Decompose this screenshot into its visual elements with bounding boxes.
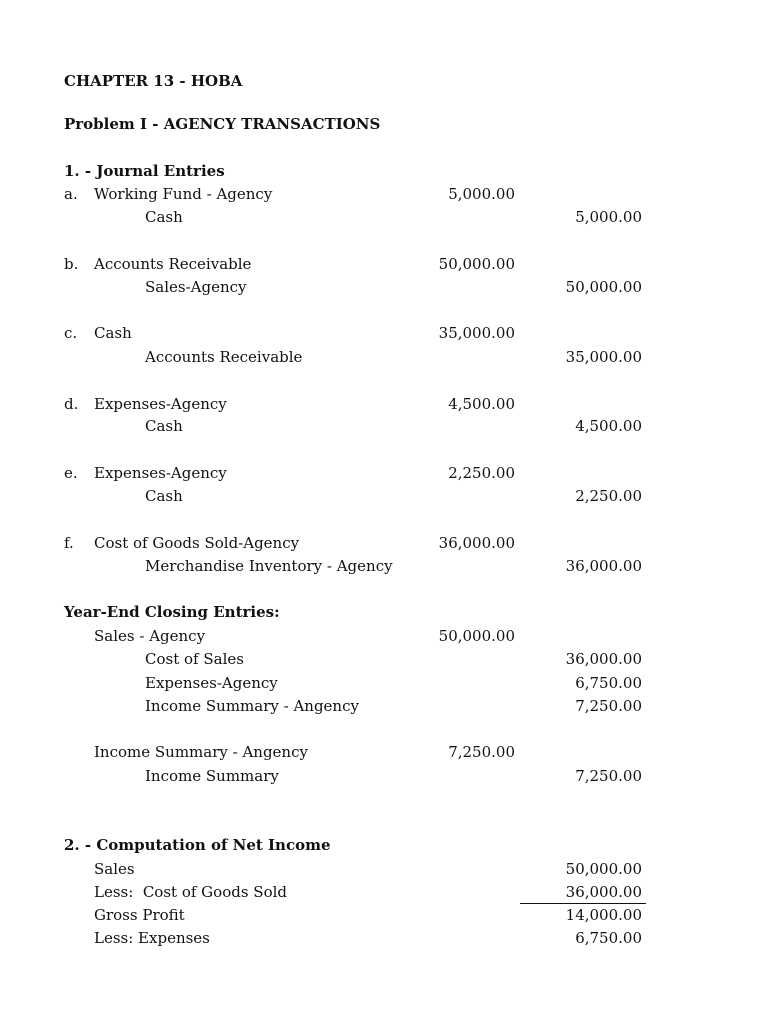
closing-entry1-credit (0, 695, 768, 718)
entry-letter: e. (64, 464, 78, 482)
closing-entry1-credit (0, 672, 768, 695)
net-income-row (0, 881, 768, 904)
credit-amount: 7,250.00 (575, 767, 642, 785)
net-income-heading: 2. - Computation of Net Income (64, 836, 331, 854)
credit-account: Accounts Receivable (145, 348, 303, 366)
row-label: Gross Profit (94, 906, 185, 924)
entry-b-debit (0, 253, 768, 276)
entry-letter: c. (64, 324, 78, 342)
debit-account: Income Summary - Angency (94, 743, 308, 761)
credit-account: Cost of Sales (145, 650, 244, 668)
debit-account: Cash (94, 324, 132, 342)
row-label: Less: Cost of Goods Sold (94, 883, 287, 901)
row-label: Sales (94, 860, 135, 878)
credit-account: Expenses-Agency (145, 674, 278, 692)
debit-amount: 36,000.00 (438, 534, 515, 552)
entry-f-debit (0, 532, 768, 555)
net-income-row (0, 858, 768, 881)
entry-letter: d. (64, 395, 79, 413)
credit-account: Cash (145, 208, 183, 226)
closing-entry1-credit (0, 648, 768, 671)
net-income-row (0, 904, 768, 927)
row-amount: 14,000.00 (565, 906, 642, 924)
credit-amount: 35,000.00 (565, 348, 642, 366)
entry-e-credit (0, 485, 768, 508)
closing-entry2-credit (0, 765, 768, 788)
credit-amount: 2,250.00 (575, 487, 642, 505)
credit-amount: 6,750.00 (575, 674, 642, 692)
closing-heading: Year-End Closing Entries: (64, 603, 280, 621)
row-label: Less: Expenses (94, 929, 210, 947)
credit-amount: 36,000.00 (565, 557, 642, 575)
entry-a-debit (0, 183, 768, 206)
entry-letter: b. (64, 255, 79, 273)
entry-c-debit (0, 322, 768, 345)
closing-entry2-debit (0, 741, 768, 764)
credit-amount: 7,250.00 (575, 697, 642, 715)
credit-amount: 36,000.00 (565, 650, 642, 668)
entry-letter: f. (64, 534, 74, 552)
debit-amount: 35,000.00 (438, 324, 515, 342)
debit-account: Expenses-Agency (94, 395, 227, 413)
debit-amount: 50,000.00 (438, 627, 515, 645)
entry-d-credit (0, 415, 768, 438)
chapter-title: CHAPTER 13 - HOBA (64, 72, 243, 90)
debit-amount: 4,500.00 (448, 395, 515, 413)
debit-account: Expenses-Agency (94, 464, 227, 482)
debit-account: Cost of Goods Sold-Agency (94, 534, 300, 552)
problem-title: Problem I - AGENCY TRANSACTIONS (64, 115, 381, 133)
credit-account: Cash (145, 487, 183, 505)
debit-amount: 2,250.00 (448, 464, 515, 482)
entry-a-credit (0, 206, 768, 229)
credit-account: Cash (145, 417, 183, 435)
entry-e-debit (0, 462, 768, 485)
debit-amount: 50,000.00 (438, 255, 515, 273)
debit-account: Sales - Agency (94, 627, 206, 645)
credit-amount: 5,000.00 (575, 208, 642, 226)
row-amount: 36,000.00 (565, 883, 642, 901)
net-income-row (0, 927, 768, 950)
credit-amount: 4,500.00 (575, 417, 642, 435)
debit-amount: 7,250.00 (448, 743, 515, 761)
debit-account: Working Fund - Agency (94, 185, 273, 203)
debit-account: Accounts Receivable (94, 255, 252, 273)
row-amount: 50,000.00 (565, 860, 642, 878)
entry-c-credit (0, 346, 768, 369)
debit-amount: 5,000.00 (448, 185, 515, 203)
closing-entry1-debit (0, 625, 768, 648)
entry-letter: a. (64, 185, 78, 203)
credit-account: Income Summary - Angency (145, 697, 359, 715)
row-amount: 6,750.00 (575, 929, 642, 947)
credit-account: Merchandise Inventory - Agency (145, 557, 393, 575)
credit-account: Sales-Agency (145, 278, 247, 296)
entry-f-credit (0, 555, 768, 578)
credit-account: Income Summary (145, 767, 279, 785)
entry-d-debit (0, 393, 768, 416)
journal-heading: 1. - Journal Entries (64, 162, 225, 180)
entry-b-credit (0, 276, 768, 299)
credit-amount: 50,000.00 (565, 278, 642, 296)
